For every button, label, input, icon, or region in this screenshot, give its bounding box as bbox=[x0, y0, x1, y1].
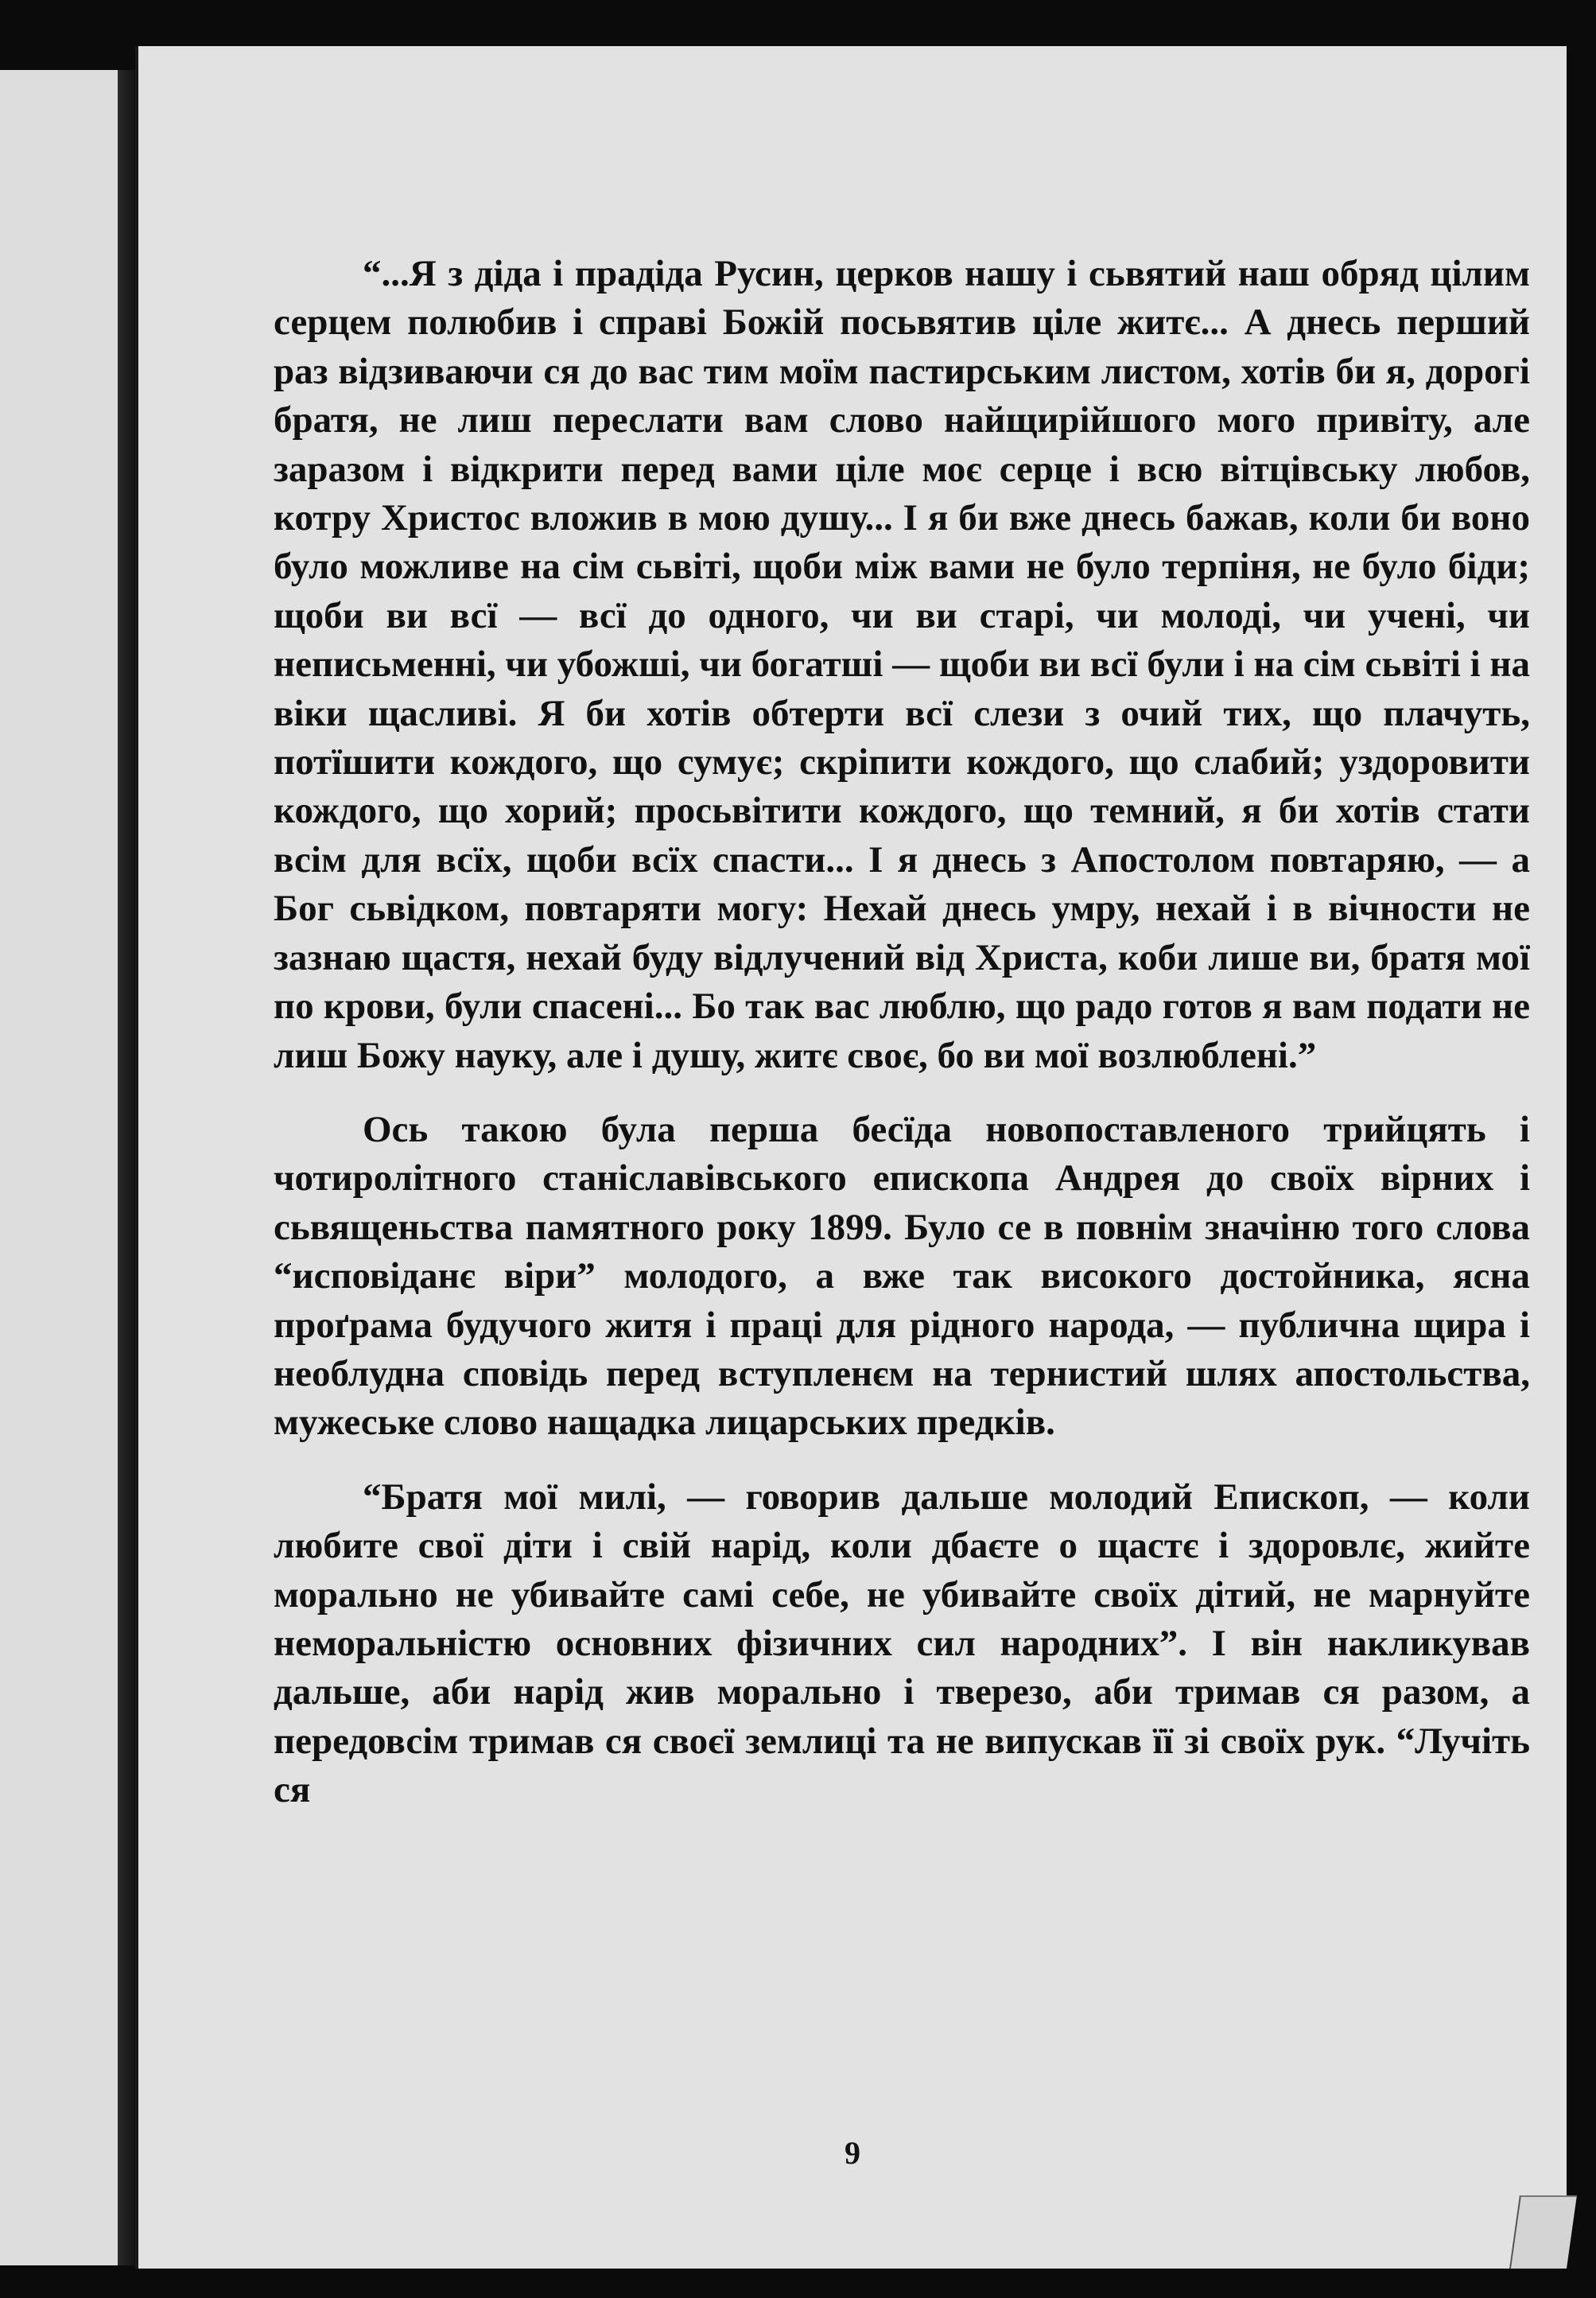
body-text bbox=[274, 250, 1530, 1815]
paragraph-3: “Братя мої милі, — говорив дальше молодий Епископ, — коли любите свої діти і свій нарід, коли дбаєте о щастє і здоровлє, жийте морально не убивайте самі себе, не убивайте своїх дітий, не марнуйте неморальністю основних фізичних сил народних”. І він накликував дальше, аби нарід жив морально і тверезо, аби тримав ся разом, а передовсім тримав ся своєї землиці та не випускав її зі своїх рук. “Лучіть ся bbox=[274, 1476, 1530, 1811]
page-number: 9 bbox=[845, 2135, 860, 2171]
paragraph-2: Ось такою була перша бесїда новопоставленого трийцять і чотиролітного станіславівського епископа Андрея до своїх вірних і сьвященьства памятного року 1899. Було се в повнім значіню того слова “исповіданє віри” молодого, а вже так високого достойника, ясна проґрама будучого житя і праці для рідного народа, — публична щира і необлудна сповідь перед вступленєм на тернистий шлях апостольства, мужеське слово нащадка лицарських предків. bbox=[274, 1108, 1530, 1444]
paragraph-1: “...Я з діда і прадіда Русин, церков нашу і сьвятий наш обряд цілим серцем полюбив і справі Божій посьвятив ціле житє... А днесь перший раз відзиваючи ся до вас тим моїм пастирським листом, хотів би я, дорогі братя, не лиш переслати вам слово найщирійшого мого привіту, але заразом і відкрити перед вами ціле моє серце і всю вітцівську любов, котру Христос вложив в мою душу... І я би вже днесь бажав, коли би воно було можливе на сім сьвіті, щоби між вами не було терпіня, не було біди; щоби ви всї — всї до одного, чи ви старі, чи молоді, чи учені, чи неписьменні, чи убожші, чи богатші — щоби ви всї були і на сім сьвіті і на віки щасливі. Я би хотів обтерти всї слези з очий тих, що плачуть, потїшити кождого, що сумує; скріпити кождого, що слабий; уздоровити кождого, що хорий; просьвітити кождого, що темний, я би хотів стати всім для всїх, щоби всїх спасти... І я днесь з Апостолом повтаряю, — а Бог сьвідком, повтаряти могу: Нехай днесь умру, нехай і в вічности не зазнаю щастя, нехай буду відлучений від Христа, коби лише ви, братя мої по крови, були спасені... Бо так вас люблю, що радо готов я вам подати не лиш Божу науку, але і душу, житє своє, бо ви мої возлюблені.” bbox=[274, 253, 1530, 1076]
document-page bbox=[135, 46, 1567, 2269]
left-page-edge bbox=[0, 70, 120, 2265]
curled-page-corner bbox=[1509, 2195, 1577, 2269]
book-gutter bbox=[118, 70, 137, 2265]
